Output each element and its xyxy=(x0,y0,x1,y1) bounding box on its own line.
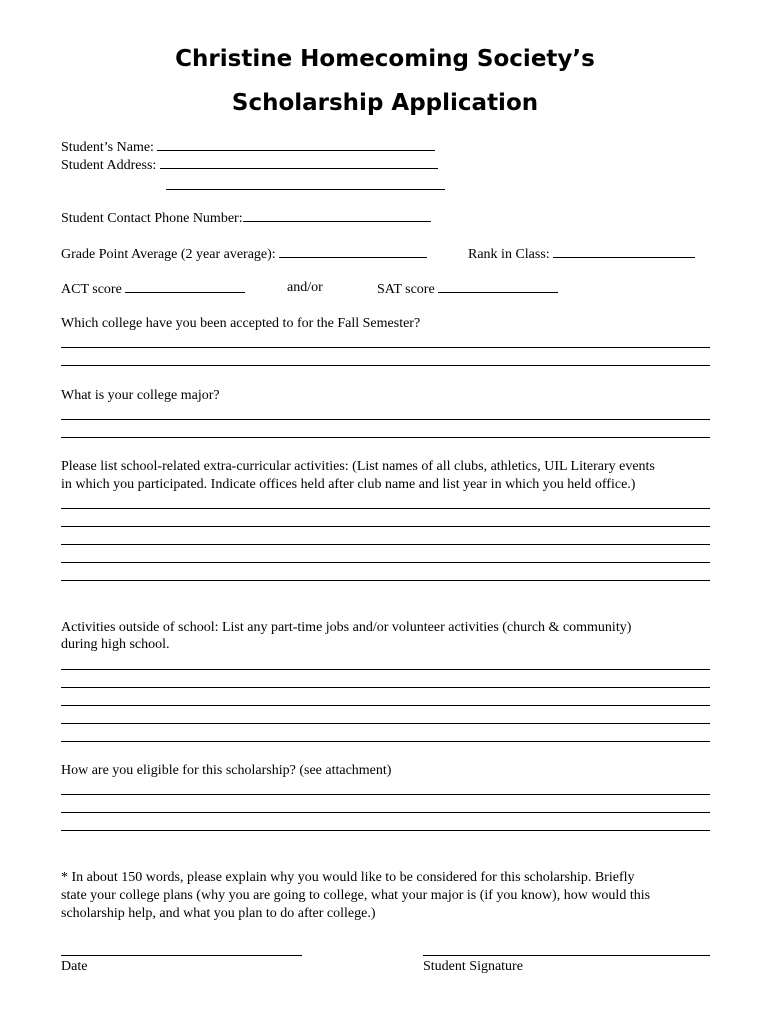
phone-field[interactable] xyxy=(243,208,431,222)
college-accepted-question: Which college have you been accepted to for the Fall Semester? xyxy=(61,316,421,331)
eligibility-answer-line[interactable] xyxy=(61,812,710,813)
gpa-row xyxy=(61,244,427,264)
rank-field[interactable] xyxy=(553,244,695,258)
essay-instructions-line1: * In about 150 words, please explain why you would like to be considered for this scholarship. Briefly xyxy=(61,870,635,885)
extracurricular-answer-line[interactable] xyxy=(61,580,710,581)
outside-activities-answer-line[interactable] xyxy=(61,669,710,670)
act-row xyxy=(61,279,245,299)
sat-row xyxy=(377,279,558,299)
extracurricular-answer-line[interactable] xyxy=(61,544,710,545)
sat-label: SAT score xyxy=(377,282,435,297)
extracurricular-answer-line[interactable] xyxy=(61,526,710,527)
rank-label: Rank in Class: xyxy=(468,247,550,262)
date-field[interactable] xyxy=(61,955,302,956)
major-answer-line[interactable] xyxy=(61,437,710,438)
essay-instructions-line3: scholarship help, and what you plan to do after college.) xyxy=(61,906,376,921)
major-answer-line[interactable] xyxy=(61,419,710,420)
signature-label: Student Signature xyxy=(423,959,523,974)
extracurricular-answer-line[interactable] xyxy=(61,508,710,509)
gpa-field[interactable] xyxy=(279,244,427,258)
student-address-label: Student Address: xyxy=(61,158,157,173)
and-or-label: and/or xyxy=(287,280,323,295)
student-address-row xyxy=(61,155,438,175)
act-label: ACT score xyxy=(61,282,122,297)
extracurricular-question-line1: Please list school-related extra-curricular activities: (List names of all clubs, athletics, UIL Literary events xyxy=(61,459,655,474)
eligibility-answer-line[interactable] xyxy=(61,830,710,831)
gpa-label: Grade Point Average (2 year average): xyxy=(61,247,276,262)
outside-activities-question-line2: during high school. xyxy=(61,637,170,652)
eligibility-question: How are you eligible for this scholarship? (see attachment) xyxy=(61,763,392,778)
student-name-label: Student’s Name: xyxy=(61,140,154,155)
form-title-line1: Christine Homecoming Society’s xyxy=(175,46,595,72)
date-label: Date xyxy=(61,959,88,974)
student-name-row xyxy=(61,137,435,157)
sat-field[interactable] xyxy=(438,279,558,293)
rank-row xyxy=(468,244,695,264)
outside-activities-answer-line[interactable] xyxy=(61,723,710,724)
student-address-field[interactable] xyxy=(160,155,438,169)
student-name-field[interactable] xyxy=(157,137,435,151)
essay-instructions-line2: state your college plans (why you are going to college, what your major is (if you know), how would this xyxy=(61,888,651,903)
outside-activities-question-line1: Activities outside of school: List any part-time jobs and/or volunteer activities (church & community) xyxy=(61,620,632,635)
major-question: What is your college major? xyxy=(61,388,220,403)
form-title-line2: Scholarship Application xyxy=(231,90,539,116)
extracurricular-answer-line[interactable] xyxy=(61,562,710,563)
outside-activities-answer-line[interactable] xyxy=(61,705,710,706)
student-address-field-line2[interactable] xyxy=(166,176,445,190)
phone-row xyxy=(61,208,431,228)
phone-label: Student Contact Phone Number: xyxy=(61,211,243,226)
signature-field[interactable] xyxy=(423,955,710,956)
eligibility-answer-line[interactable] xyxy=(61,794,710,795)
extracurricular-question-line2: in which you participated. Indicate offices held after club name and list year in which you held office.) xyxy=(61,477,636,492)
college-accepted-answer-line[interactable] xyxy=(61,347,710,348)
outside-activities-answer-line[interactable] xyxy=(61,687,710,688)
outside-activities-answer-line[interactable] xyxy=(61,741,710,742)
college-accepted-answer-line[interactable] xyxy=(61,365,710,366)
act-field[interactable] xyxy=(125,279,245,293)
